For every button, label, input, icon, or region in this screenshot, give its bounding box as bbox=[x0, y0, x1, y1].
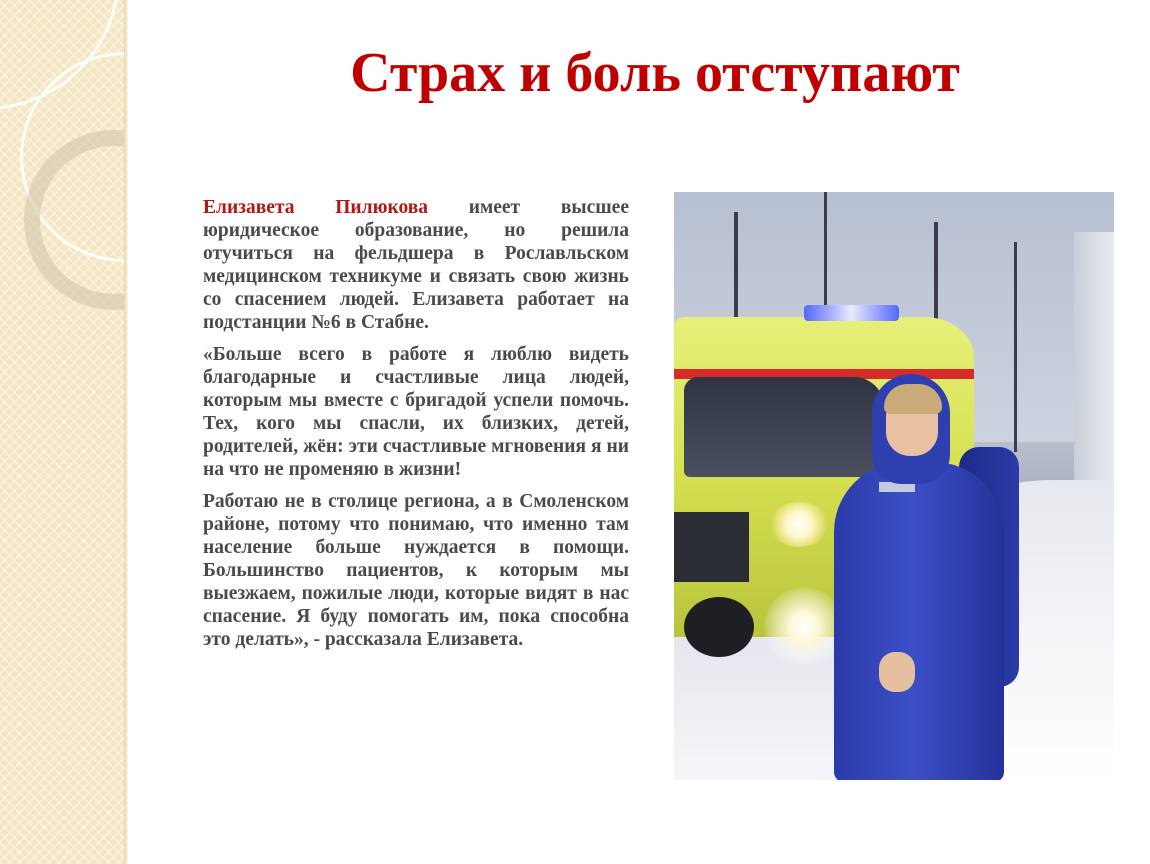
slide-body-text bbox=[203, 196, 629, 660]
paramedic-photo bbox=[674, 192, 1114, 780]
ambulance-lightbar bbox=[804, 305, 899, 321]
paragraph-intro bbox=[203, 196, 629, 334]
ambulance-wheel bbox=[684, 597, 754, 657]
decorative-side-strip bbox=[0, 0, 128, 864]
ambulance-headlight bbox=[769, 502, 829, 547]
person-hand bbox=[879, 652, 915, 692]
ambulance-grille bbox=[674, 512, 749, 582]
ambulance-foglight bbox=[764, 587, 844, 667]
slide-title: Страх и боль отступают bbox=[350, 42, 960, 104]
intro-text: имеет высшее юридическое образование, но решила отучиться на фельдшера в Рославльском медицинском техникуме и связать свою жизнь со спасением людей. Елизавета работает на подстанции №6 в Стабне. bbox=[203, 197, 629, 333]
strip-edge bbox=[124, 0, 128, 864]
person-uniform bbox=[834, 462, 1004, 780]
photo-building bbox=[1074, 232, 1114, 502]
ambulance-windshield bbox=[684, 377, 884, 477]
photo-tree bbox=[1014, 242, 1017, 452]
paragraph-quote-continued: Работаю не в столице региона, а в Смоленском районе, потому что понимаю, что именно там население больше нуждается в помощи. Большинство пациентов, к которым мы выезжаем, пожилые люди, которые видят в нас спасение. Я буду помогать им, пока способна это делать», - рассказала Елизавета. bbox=[203, 491, 629, 650]
person-name: Елизавета Пилюкова bbox=[203, 197, 428, 218]
person-hair bbox=[884, 384, 942, 414]
paragraph-quote: «Больше всего в работе я люблю видеть благодарные и счастливые лица людей, которым мы вместе с бригадой успели помочь. Тех, кого мы спасли, их близких, детей, родителей, жён: эти счастливые мгновения я ни на что не променяю в жизни! bbox=[203, 344, 629, 480]
